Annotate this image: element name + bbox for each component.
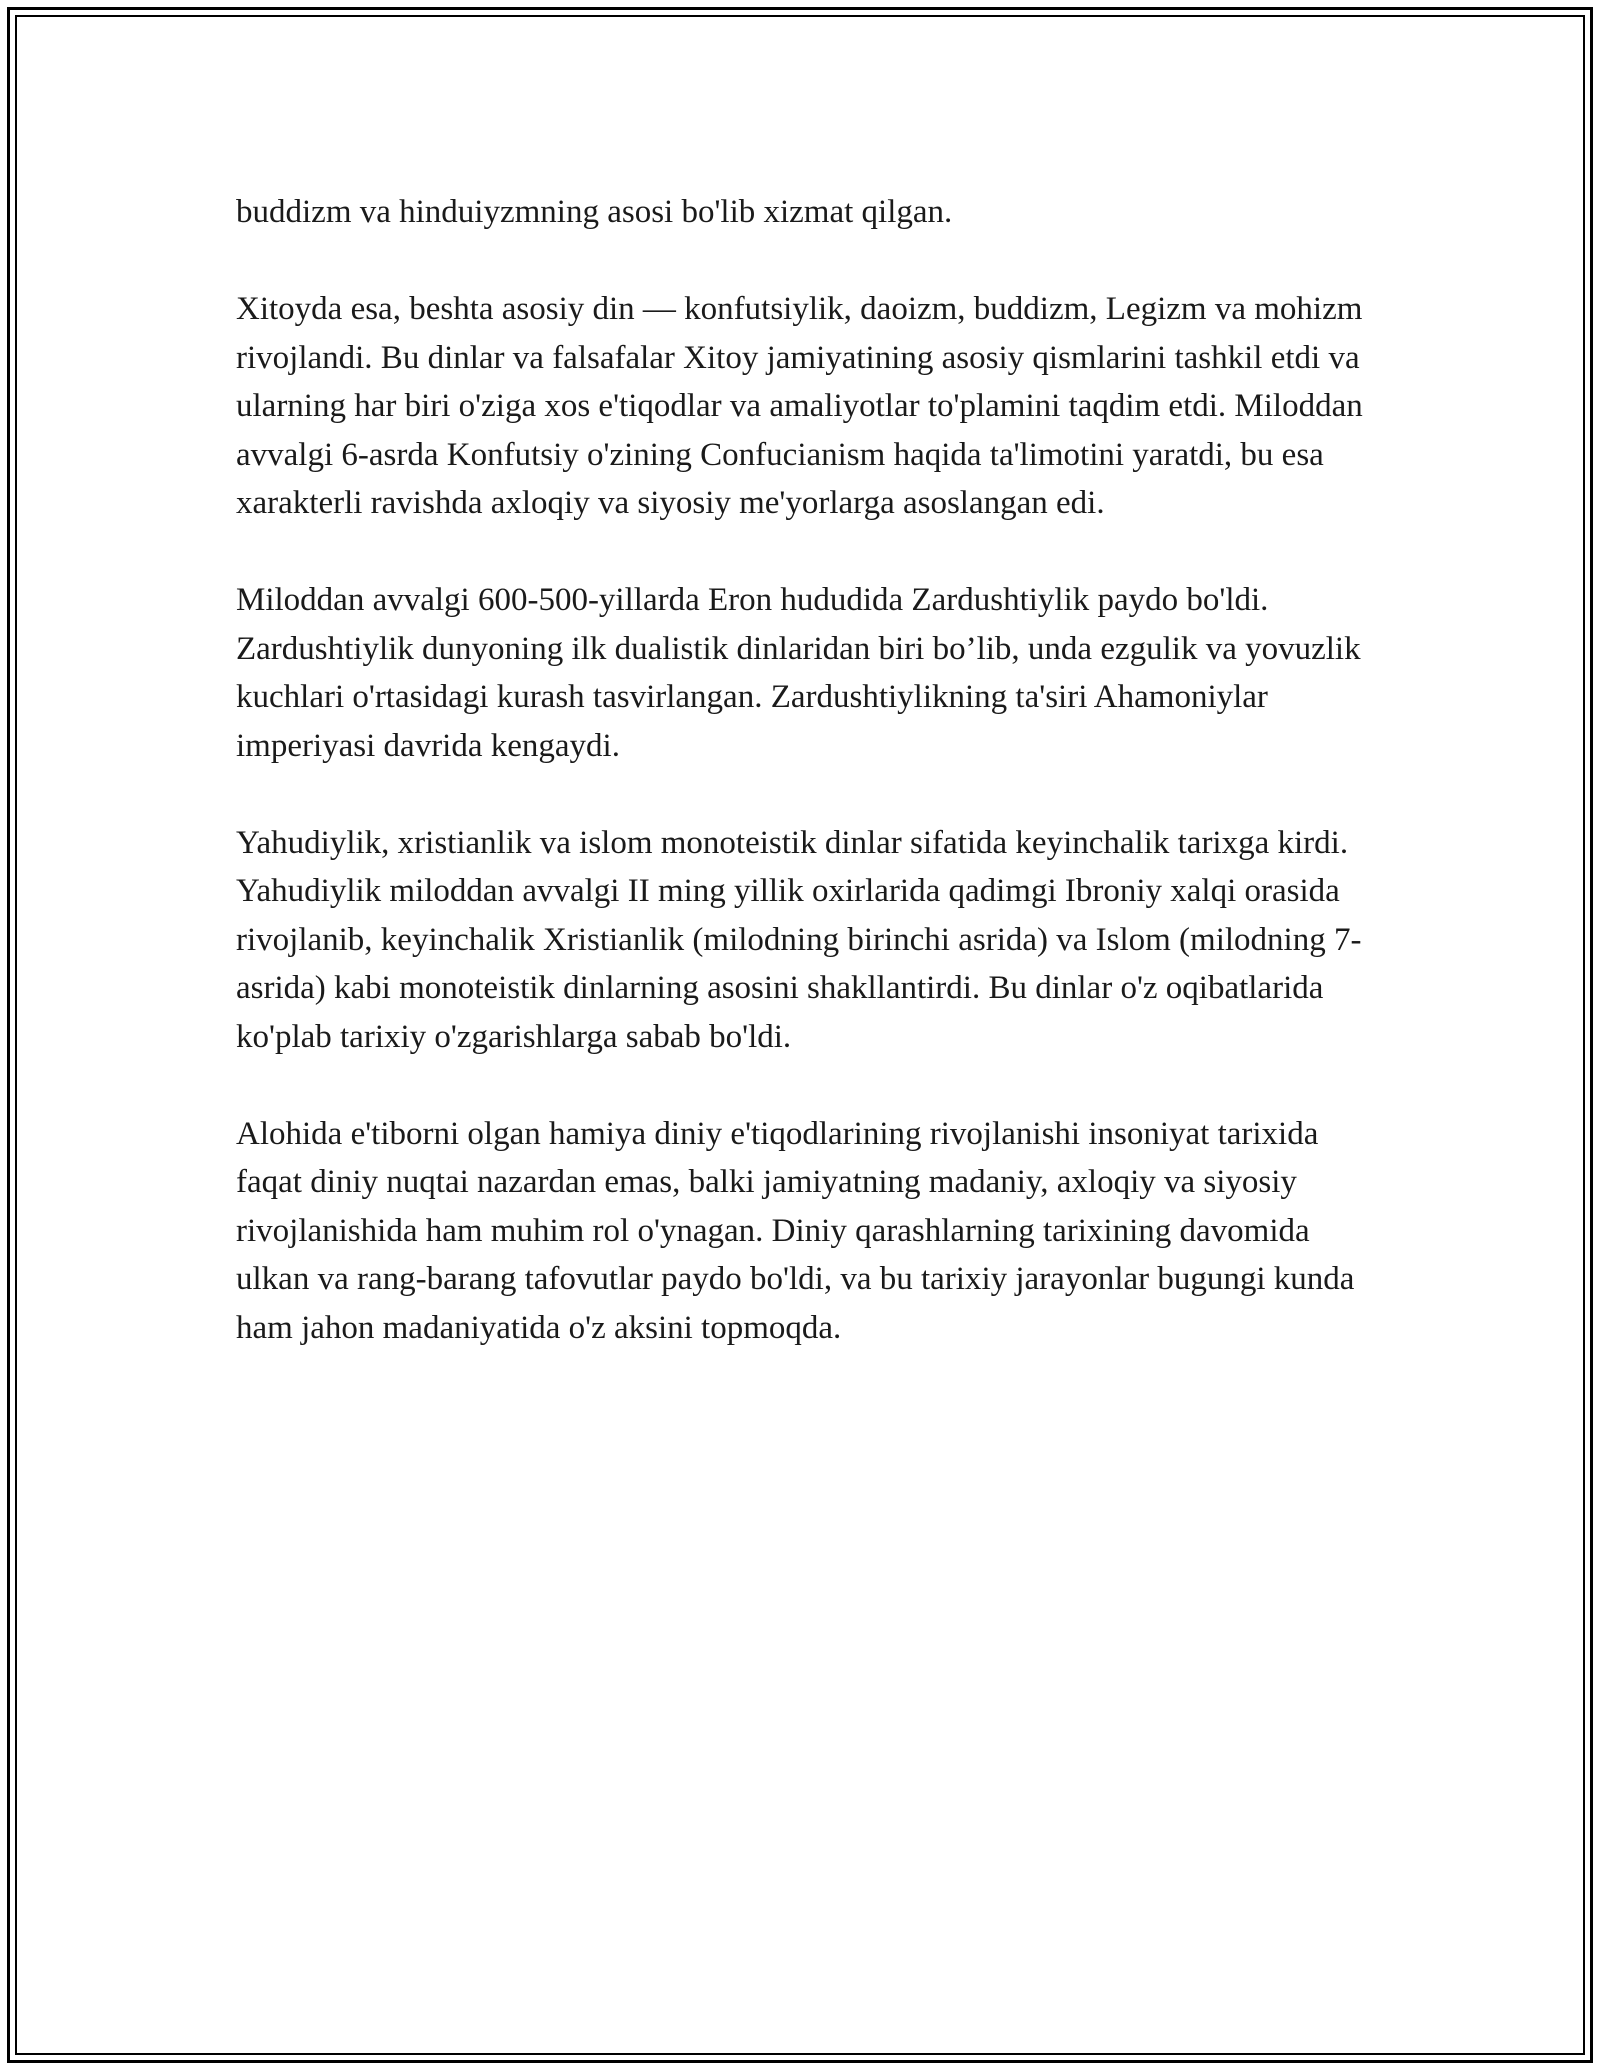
- paragraph-1: buddizm va hinduiyzmning asosi bo'lib xizmat qilgan.: [236, 194, 953, 230]
- document-body: [236, 188, 1366, 1401]
- paragraph-3: Miloddan avvalgi 600-500-yillarda Eron hududida Zardushtiylik paydo bo'ldi. Zardushtiylik dunyoning ilk dualistik dinlaridan biri bo’lib, unda ezgulik va yovuzlik kuchlari o'rtasidagi kurash tasvirlangan. Zardushtiylikning ta'siri Ahamoniylar imperiyasi davrida kengaydi.: [236, 582, 1361, 764]
- paragraph-4: Yahudiylik, xristianlik va islom monoteistik dinlar sifatida keyinchalik tarixga kirdi. Yahudiylik miloddan avvalgi II ming yillik oxirlarida qadimgi Ibroniy xalqi orasida rivojlanib, keyinchalik Xristianlik (milodning birinchi asrida) va Islom (milodning 7-asrida) kabi monoteistik dinlarning asosini shakllantirdi. Bu dinlar o'z oqibatlarida ko'plab tarixiy o'zgarishlarga sabab bo'ldi.: [236, 824, 1362, 1055]
- paragraph-5: Alohida e'tiborni olgan hamiya diniy e'tiqodlarining rivojlanishi insoniyat tarixida faqat diniy nuqtai nazardan emas, balki jamiyatning madaniy, axloqiy va siyosiy rivojlanishida ham muhim rol o'ynagan. Diniy qarashlarning tarixining davomida ulkan va rang-barang tafovutlar paydo bo'ldi, va bu tarixiy jarayonlar bugungi kunda ham jahon madaniyatida o'z aksini topmoqda.: [236, 1115, 1355, 1346]
- paragraph-2: Xitoyda esa, beshta asosiy din — konfutsiylik, daoizm, buddizm, Legizm va mohizm rivojlandi. Bu dinlar va falsafalar Xitoy jamiyatining asosiy qismlarini tashkil etdi va ularning har biri o'ziga xos e'tiqodlar va amaliyotlar to'plamini taqdim etdi. Miloddan avvalgi 6-asrda Konfutsiy o'zining Confucianism haqida ta'limotini yaratdi, bu esa xarakterli ravishda axloqiy va siyosiy me'yorlarga asoslangan edi.: [236, 291, 1363, 521]
